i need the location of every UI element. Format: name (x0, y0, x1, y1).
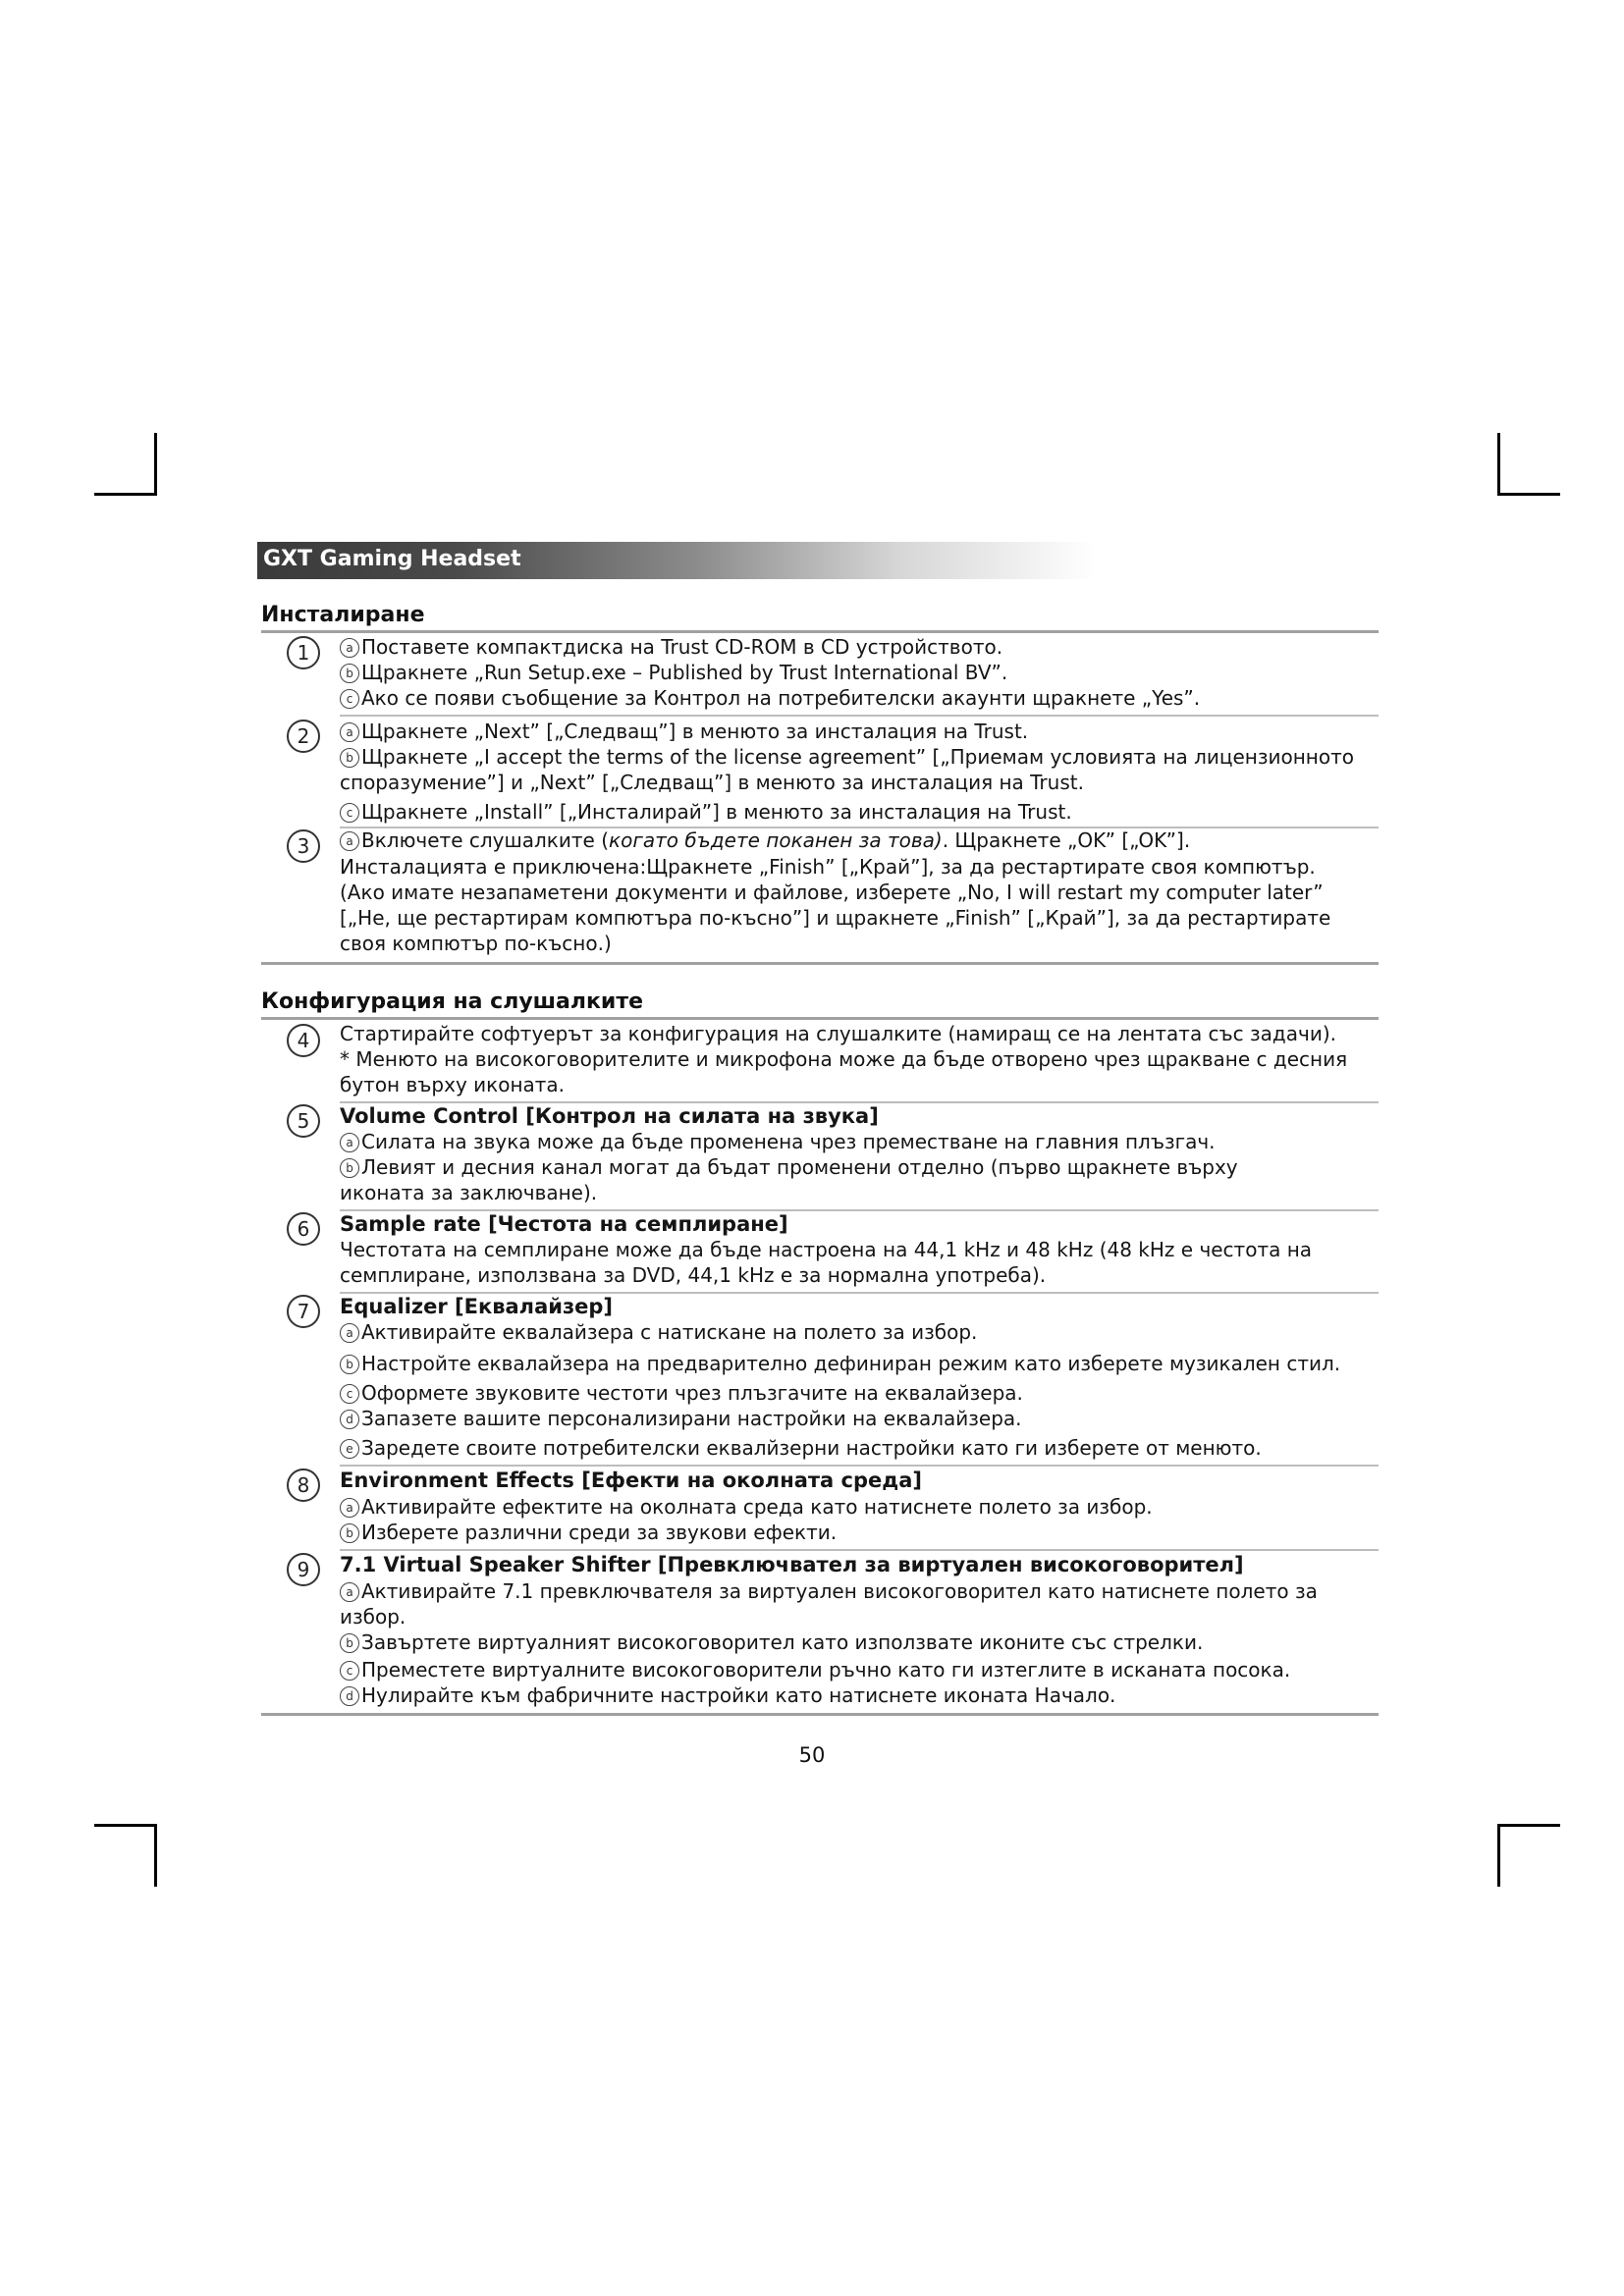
step-3-a (361, 828, 1190, 853)
sub-bullet-b: b (340, 748, 359, 768)
section-title-config: Конфигурация на слушалките (261, 989, 644, 1014)
step-number-1: 1 (287, 636, 320, 669)
step-9-a-line2: избор. (340, 1605, 406, 1629)
section-rule (261, 962, 1379, 965)
step-4-line1: Стартирайте софтуерът за конфигурация на слушалките (намиращ се на лентата със задачи). (340, 1022, 1336, 1045)
step-2-a: Щракнете „Next” [„Следващ”] в менюто за инсталация на Trust. (361, 720, 1029, 743)
sub-bullet-d: d (340, 1410, 359, 1429)
sub-bullet-a: a (340, 831, 359, 851)
step-5-b-line1: Левият и десния канал могат да бъдат променени отделно (първо щракнете върху (361, 1155, 1238, 1179)
step-8-a: Активирайте ефектите на околната среда като натиснете полето за избор. (361, 1495, 1153, 1519)
sub-bullet-b: b (340, 1355, 359, 1374)
section-rule (261, 630, 1379, 633)
step-8-title: Environment Effects [Ефекти на околната среда] (340, 1468, 922, 1492)
step-1-a: Поставете компактдиска на Trust CD-ROM в CD устройството. (361, 635, 1003, 659)
sub-bullet-c: c (340, 1661, 359, 1681)
step-number-6: 6 (287, 1212, 320, 1246)
step-9-c: Преместете виртуалните високоговорители ръчно като ги изтеглите в исканата посока. (361, 1658, 1291, 1682)
step-6-title: Sample rate [Честота на семплиране] (340, 1212, 788, 1236)
section-rule (261, 1713, 1379, 1716)
sub-bullet-d: d (340, 1686, 359, 1706)
sub-bullet-a: a (340, 1582, 359, 1602)
step-divider (340, 1465, 1379, 1467)
step-5-b-line2: иконата за заключване). (340, 1181, 598, 1204)
header-title: GXT Gaming Headset (263, 547, 521, 571)
sub-bullet-c: c (340, 689, 359, 709)
step-9-b: Завъртете виртуалният високоговорител като използвате иконите със стрелки. (361, 1630, 1204, 1654)
step-7-d: Запазете вашите персонализирани настройки на еквалайзера. (361, 1407, 1022, 1430)
step-3-line3: (Ако имате незапаметени документи и файлове, изберете „No, I will restart my computer later” (340, 881, 1324, 904)
sub-bullet-b: b (340, 664, 359, 683)
step-divider (340, 715, 1379, 717)
step-6-line2: семплиране, използвана за DVD, 44,1 kHz е за нормална употреба). (340, 1263, 1047, 1287)
step-9-d: Нулирайте към фабричните настройки като натиснете иконата Начало. (361, 1683, 1116, 1707)
step-7-title: Equalizer [Еквалайзер] (340, 1295, 614, 1318)
sub-bullet-e: e (340, 1439, 359, 1459)
step-9-title: 7.1 Virtual Speaker Shifter [Превключвател за виртуален високоговорител] (340, 1553, 1244, 1576)
step-3-a-pre: Включете слушалките ( (361, 828, 610, 852)
step-number-9: 9 (287, 1553, 320, 1586)
step-number-2: 2 (287, 720, 320, 753)
step-7-a: Активирайте еквалайзера с натискане на полето за избор. (361, 1320, 978, 1344)
step-7-c: Оформете звуковите честоти чрез плъзгачите на еквалайзера. (361, 1381, 1023, 1405)
step-1-b: Щракнете „Run Setup.exe – Published by Trust International BV”. (361, 661, 1008, 684)
step-number-8: 8 (287, 1468, 320, 1502)
step-3-a-post: . Щракнете „OK” [„OK”]. (942, 828, 1191, 852)
section-title-install: Инсталиране (261, 603, 425, 627)
step-number-5: 5 (287, 1104, 320, 1138)
step-2-b-line2: споразумение”] и „Next” [„Следващ”] в менюто за инсталация на Trust. (340, 771, 1084, 794)
step-number-4: 4 (287, 1024, 320, 1057)
step-9-a-line1: Активирайте 7.1 превключвателя за виртуален високоговорител като натиснете полето за (361, 1579, 1318, 1603)
step-divider (340, 1549, 1379, 1551)
step-6-line1: Честотата на семплиране може да бъде настроена на 44,1 kHz и 48 kHz (48 kHz е честота на (340, 1238, 1313, 1261)
step-3-a-emphasis: когато бъдете поканен за това) (609, 828, 943, 852)
sub-bullet-b: b (340, 1633, 359, 1653)
sub-bullet-b: b (340, 1523, 359, 1543)
sub-bullet-c: c (340, 803, 359, 823)
step-8-b: Изберете различни среди за звукови ефекти. (361, 1521, 838, 1544)
sub-bullet-a: a (340, 638, 359, 658)
step-4-line2: * Менюто на високоговорителите и микрофона може да бъде отворено чрез щракване с десния (340, 1047, 1348, 1071)
sub-bullet-a: a (340, 1323, 359, 1343)
section-rule (261, 1017, 1379, 1020)
sub-bullet-a: a (340, 722, 359, 742)
step-4-line3: бутон върху иконата. (340, 1073, 566, 1096)
step-3-line2: Инсталацията е приключена:Щракнете „Finish” [„Край”], за да рестартирате своя компютър. (340, 855, 1316, 879)
step-7-b: Настройте еквалайзера на предварително дефиниран режим като изберете музикален стил. (361, 1352, 1341, 1375)
sub-bullet-b: b (340, 1158, 359, 1178)
step-2-c: Щракнете „Install” [„Инсталирай”] в менюто за инсталация на Trust. (361, 800, 1072, 824)
step-5-title: Volume Control [Контрол на силата на звука] (340, 1104, 879, 1128)
step-number-7: 7 (287, 1295, 320, 1328)
sub-bullet-a: a (340, 1133, 359, 1152)
step-3-line5: своя компютър по-късно.) (340, 932, 612, 955)
step-number-3: 3 (287, 829, 320, 863)
step-1-c: Ако се появи съобщение за Контрол на потребителски акаунти щракнете „Yes”. (361, 686, 1201, 710)
step-7-e: Заредете своите потребителски еквалйзерни настройки като ги изберете от менюто. (361, 1436, 1262, 1460)
sub-bullet-a: a (340, 1498, 359, 1518)
step-2-b-line1: Щракнете „I accept the terms of the license agreement” [„Приемам условията на лицензионното (361, 745, 1355, 769)
page-number: 50 (798, 1743, 826, 1767)
header-bar (257, 542, 1243, 579)
step-3-line4: [„Не, ще рестартирам компютъра по-късно”] и щракнете „Finish” [„Край”], за да рестартирате (340, 906, 1331, 930)
sub-bullet-c: c (340, 1384, 359, 1404)
step-5-a: Силата на звука може да бъде променена чрез преместване на главния плъзгач. (361, 1130, 1216, 1153)
